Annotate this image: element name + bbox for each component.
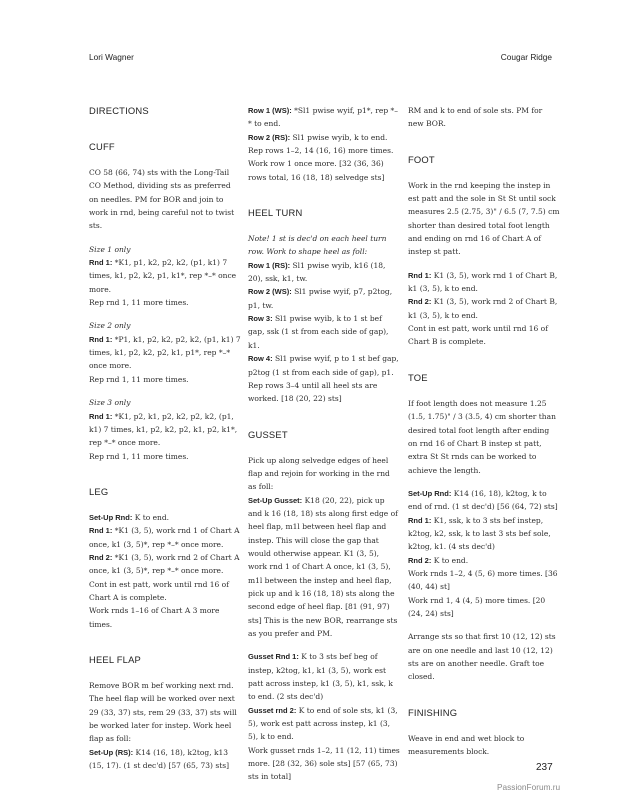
heel-turn-row4-text: Sl1 pwise wyif, p to 1 st bef gap, p2tog (1 st from each side of gap), p1. [248, 354, 399, 377]
gusset-setup-text: K18 (20, 22), pick up and k 16 (18, 18) sts along first edge of heel flap, m1l between heel flap and instep. This will close the gap that would otherwise appear. K1 (3, 5), work rnd 1 of Chart A once, k1 (3, 5), m1l between the instep and heel flap, pick up and k 16 (18, 18) sts along the second edge of heel flap. [81 (91, 97) sts] This is the new BOR, rearrange sts as you prefer and PM. [248, 495, 398, 638]
toe-paragraph: If foot length does not measure 1.25 (1.5, 1.75)" / 3 (3.5, 4) cm shorter than desired total foot length after ending on rnd 16 of Chart B instep st patt, extra St St rnds can be worked to achieve the length. [408, 398, 556, 475]
toe-setup-label: Set-Up Rnd: [408, 488, 452, 498]
leg-rnd1 [89, 524, 241, 551]
gusset-work: Work gusset rnds 1–2, 11 (12, 11) times more. [28 (32, 36) sole sts] [57 (65, 73) sts in total] [248, 745, 400, 782]
heel-turn-row1-text: Sl1 pwise wyib, k16 (18, 20), ssk, k1, tw. [248, 260, 386, 284]
toe-arrange: Arrange sts so that first 10 (12, 12) sts are on one needle and last 10 (12, 12) sts are on another needle. Graft toe closed. [408, 632, 556, 682]
heel-flap-setup-label: Set-Up (RS): [89, 747, 134, 757]
leg-heading: LEG [89, 485, 109, 497]
column-3 [408, 104, 560, 758]
size1-rnd1-label: Rnd 1: [89, 258, 113, 268]
heel-turn-heading: HEEL TURN [248, 207, 303, 219]
toe-rnd2-text: K to end. [431, 555, 469, 565]
heel-flap-setup-text: K14 (16, 18), k2tog, k13 (15, 17). (1 st dec'd) [57 (65, 73) sts] [89, 747, 229, 771]
toe-rnd1-text: K1, ssk, k to 3 sts bef instep, k2tog, k2, ssk, k to last 3 sts bef sole, k2tog, k1. (4 sts dec'd) [408, 515, 551, 552]
heel-turn-row4-label: Row 4: [248, 354, 273, 364]
leg-continue: Cont in est patt, work until rnd 16 of Chart A is complete. [89, 579, 229, 602]
toe-rnd2-label: Rnd 2: [408, 555, 432, 565]
heel-flap-row2-label: Row 2 (RS): [248, 132, 291, 142]
size2-rnd1 [89, 333, 241, 373]
foot-paragraph: Work in the rnd keeping the instep in est patt and the sole in St St until sock measures 2.5 (2.75, 3)" / 6.5 (7, 7.5) cm shorter than desired total foot length and ending on rnd 16 of Chart A of instep st patt. [408, 180, 560, 257]
page-number: 237 [536, 762, 553, 773]
size1-subheading: Size 1 only [89, 244, 131, 254]
heel-flap-row1-label: Row 1 (WS): [248, 106, 292, 115]
cuff-paragraph: CO 58 (66, 74) sts with the Long-Tail CO Method, dividing sts as preferred on needles. PM for BOR and join to work in rnd, being careful not to twist sts. [89, 168, 235, 231]
leg-setup [89, 511, 241, 524]
size2-rnd1-label: Rnd 1: [89, 334, 113, 344]
finishing-heading: FINISHING [408, 706, 458, 718]
toe-repeat: Work rnds 1–2, 4 (5, 6) more times. [36 (40, 44) st] [408, 568, 558, 592]
heel-turn-note: Note! 1 st is dec'd on each heel turn row. Work to shape heel as foll: [248, 234, 387, 257]
gusset-rnd2-text: K to end of sole sts, k1 (3, 5), work est patt across instep, k1 (3, 5), k to end. [248, 705, 398, 742]
foot-rnd2 [408, 295, 560, 322]
leg-rnd1-text: *K1 (3, 5), work rnd 1 of Chart A once, k1 (3, 5)*, rep *–* once more. [89, 526, 240, 549]
leg-rnd2-text: *K1 (3, 5), work rnd 2 of Chart A once, k1 (3, 5)*, rep *–* once more. [89, 552, 240, 576]
heel-turn-row2 [248, 285, 400, 312]
heel-flap-row2-text: Sl1 pwise wyib, k to end. [290, 132, 388, 142]
gusset-rnd1-text: K to 3 sts bef beg of instep, k2tog, k1, k1 (3, 5), work est patt across instep, k1 (3, 5), k1, ssk, k to end. (2 sts dec'd) [248, 652, 393, 702]
gusset-rnd2-label: Gusset rnd 2: [248, 705, 297, 715]
column-2 [248, 104, 400, 784]
leg-rnd2 [89, 551, 241, 578]
heel-flap-row2 [248, 131, 400, 144]
column-1 [89, 104, 241, 772]
heel-turn-row1-label: Row 1 (RS): [248, 260, 291, 270]
size3-rnd1-label: Rnd 1: [89, 411, 113, 421]
heel-turn-row3-text: Sl1 pwise wyib, k to 1 st bef gap, ssk (1 st from each side of gap), k1. [248, 314, 389, 350]
heel-turn-row2-label: Row 2 (WS): [248, 287, 292, 297]
heel-turn-row2-text: Sl1 pwise wyif, p7, p2tog, p1, tw. [248, 287, 393, 310]
heel-flap-repeat: Rep rows 1–2, 14 (16, 16) more times. Work row 1 once more. [32 (36, 36) rows total, 16 (18, 18) selvedge sts] [248, 146, 394, 182]
heel-turn-row3-label: Row 3: [248, 314, 273, 324]
toe-rnd1 [408, 514, 560, 554]
foot-rnd1-text: K1 (3, 5), work rnd 1 of Chart B, k1 (3, 5), k to end. [408, 270, 558, 294]
size1-repeat: Rep rnd 1, 11 more times. [89, 298, 189, 308]
toe-rnd2 [408, 554, 560, 567]
foot-continue: Cont in est patt, work until rnd 16 of Chart B is complete. [408, 324, 548, 347]
size3-rnd1-text: *K1, p2, k1, p2, k2, p2, k2, (p1, k1) 7 times, k1, p2, k2, p2, k1, p2, k1*, rep *–* once more. [89, 411, 238, 448]
gusset-heading: GUSSET [248, 428, 288, 440]
toe-setup-text: K14 (16, 18), k2tog, k to end of rnd. (1 st dec'd) [56 (64, 72) sts] [408, 488, 558, 512]
size2-rnd1-text: *P1, k1, p2, k2, p2, k2, (p1, k1) 7 times, k1, p2, k2, p2, k1, p1*, rep *–* once more. [89, 334, 241, 371]
heel-flap-row1-text: *Sl1 pwise wyif, p1*, rep *–* to end. [248, 106, 398, 129]
size3-rnd1 [89, 410, 241, 450]
size2-subheading: Size 2 only [89, 321, 131, 331]
toe-heading: TOE [408, 371, 428, 383]
gusset-finish: RM and k to end of sole sts. PM for new BOR. [408, 106, 543, 129]
leg-setup-text: K to end. [132, 512, 170, 522]
gusset-rnd1 [248, 650, 400, 703]
toe-repeat-2: Work rnd 1, 4 (4, 5) more times. [20 (24, 24) sts] [408, 595, 546, 618]
gusset-setup-label: Set-Up Gusset: [248, 495, 303, 505]
size1-rnd1 [89, 256, 241, 296]
leg-setup-label: Set-Up Rnd: [89, 512, 133, 522]
heel-turn-repeat: Rep rows 3–4 until all heel sts are worked. [18 (20, 22) sts] [248, 380, 378, 404]
toe-setup [408, 487, 560, 514]
cuff-heading: CUFF [89, 141, 115, 152]
gusset-setup [248, 494, 400, 641]
heel-turn-row1 [248, 259, 400, 286]
foot-heading: FOOT [408, 153, 435, 165]
heel-flap-heading: HEEL FLAP [89, 653, 141, 665]
foot-rnd2-label: Rnd 2: [408, 297, 432, 307]
leg-rnd1-label: Rnd 1: [89, 526, 113, 536]
leg-work: Work rnds 1–16 of Chart A 3 more times. [89, 606, 220, 629]
size1-rnd1-text: *K1, p1, k2, p2, k2, (p1, k1) 7 times, k1, p2, k2, p1, k1*, rep *–* once more. [89, 258, 237, 294]
heel-flap-setup [89, 746, 241, 773]
author-name: Lori Wagner [89, 52, 134, 62]
gusset-rnd2 [248, 704, 400, 744]
heel-flap-paragraph: Remove BOR m bef working next rnd. The heel flap will be worked over next 29 (33, 37) sts, rem 29 (33, 37) sts will be worked later for instep. Work heel flap as foll: [89, 680, 237, 744]
heel-turn-row4 [248, 352, 400, 379]
toe-rnd1-label: Rnd 1: [408, 515, 432, 525]
size3-repeat: Rep rnd 1, 11 more times. [89, 451, 189, 461]
leg-rnd2-label: Rnd 2: [89, 552, 113, 562]
heel-turn-row3 [248, 312, 400, 352]
watermark: PassionForum.ru [497, 782, 561, 792]
finishing-paragraph: Weave in end and wet block to measurements block. [408, 733, 525, 757]
pattern-name: Cougar Ridge [500, 52, 552, 62]
gusset-paragraph: Pick up along selvedge edges of heel flap and rejoin for working in the rnd as foll: [248, 455, 390, 492]
size2-repeat: Rep rnd 1, 11 more times. [89, 374, 189, 384]
foot-rnd1 [408, 269, 560, 296]
directions-heading: DIRECTIONS [89, 105, 149, 116]
foot-rnd1-label: Rnd 1: [408, 270, 432, 280]
foot-rnd2-text: K1 (3, 5), work rnd 2 of Chart B, k1 (3, 5), k to end. [408, 297, 558, 320]
size3-subheading: Size 3 only [89, 398, 131, 408]
gusset-rnd1-label: Gusset Rnd 1: [248, 652, 299, 662]
heel-flap-row1 [248, 104, 400, 131]
